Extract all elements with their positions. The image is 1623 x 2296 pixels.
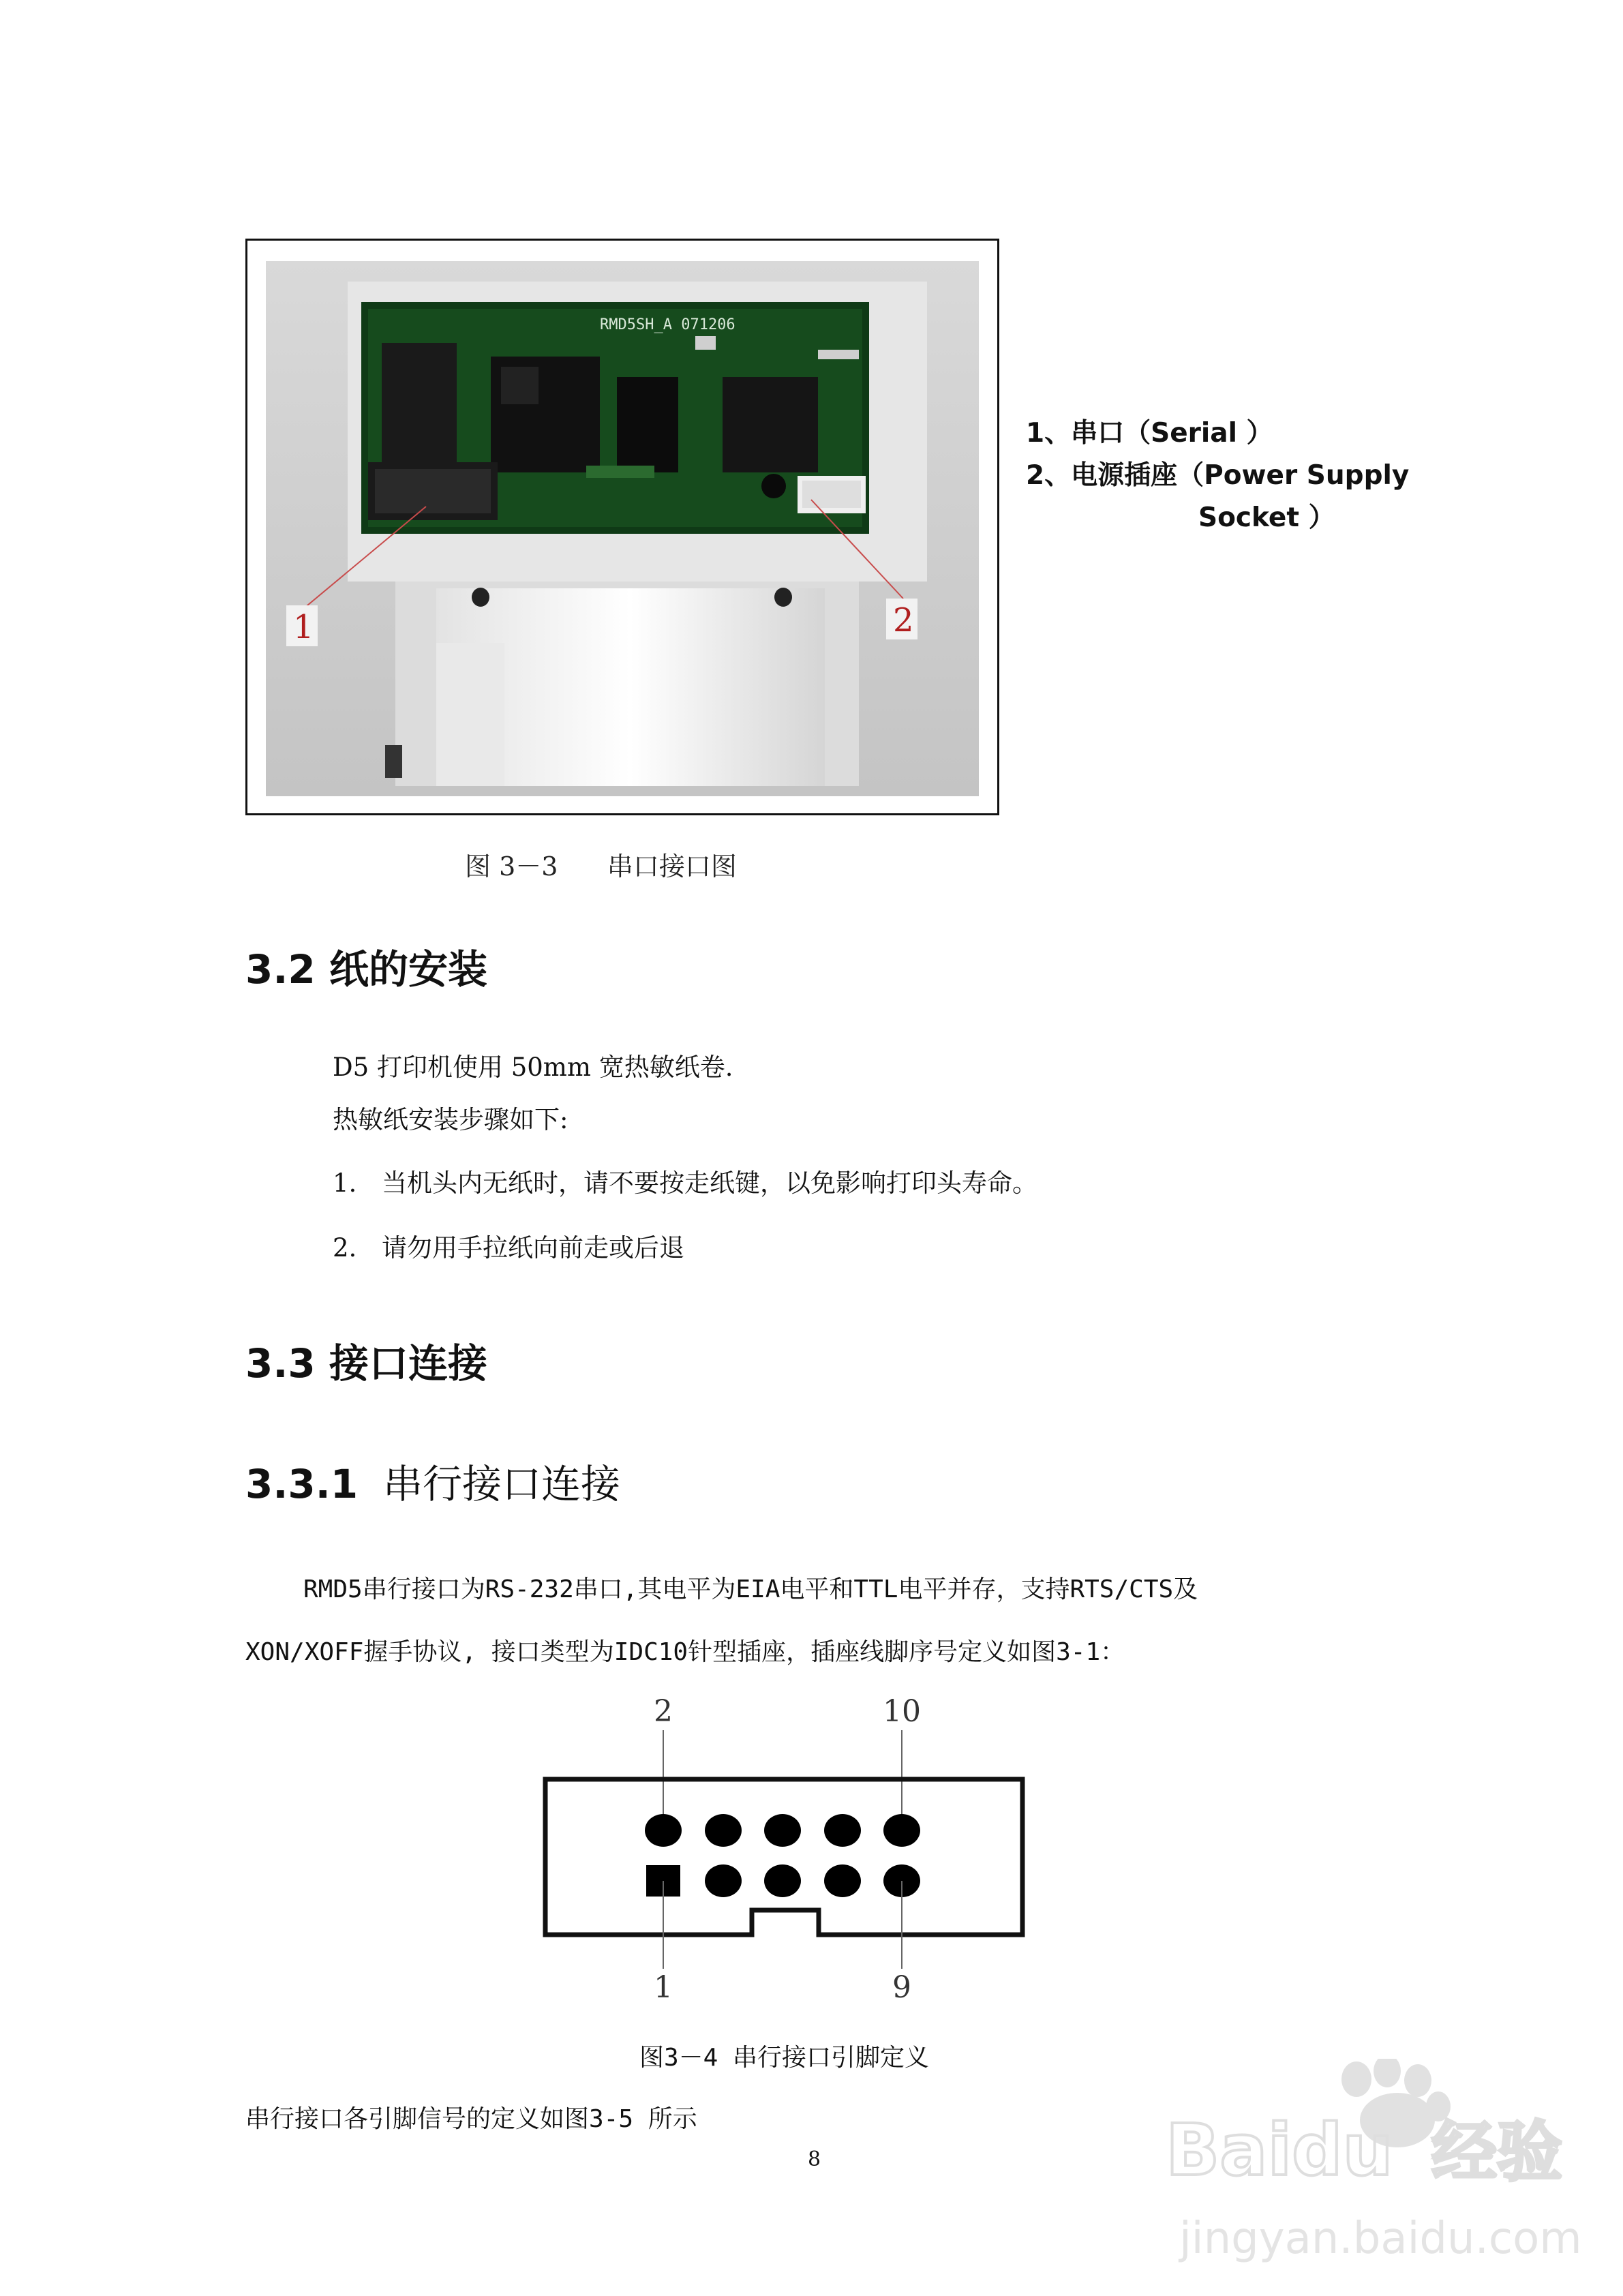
- list-item: [333, 1162, 1037, 1199]
- serial-intro-line-2: XON/XOFF握手协议, 接口类型为IDC10针型插座，插座线脚序号定义如图3-1：: [245, 1638, 1125, 1666]
- photo-marker-2: 2: [893, 601, 914, 639]
- printer-board-photo: [266, 261, 979, 796]
- figure-3-3-caption: 图 3－3 串口接口图: [465, 851, 737, 881]
- section-heading-3-3: 3.3 接口连接: [245, 1340, 487, 1387]
- connector-housing: [545, 1779, 1022, 1935]
- page-number: 8: [808, 2147, 821, 2171]
- section-heading-3-3-1: [245, 1452, 620, 1509]
- install-steps-intro: 热敏纸安装步骤如下:: [333, 1105, 568, 1134]
- list-text: 请勿用手拉纸向前走或后退: [382, 1233, 684, 1263]
- pin-label-bottom-right: 9: [892, 1970, 911, 2004]
- heading-number: 3.3.1: [245, 1461, 359, 1507]
- photo-marker-1: 1: [293, 608, 314, 646]
- paper-roll-spec: D5 打印机使用 50mm 宽热敏纸卷.: [333, 1053, 733, 1082]
- figure-3-4-caption: 图3－4 串行接口引脚定义: [639, 2044, 930, 2072]
- pin-label-top-right: 10: [883, 1694, 921, 1729]
- serial-intro-line-1: RMD5串行接口为RS-232串口,其电平为EIA电平和TTL电平并存，支持RTS/CTS及: [303, 1575, 1198, 1603]
- pin-label-top-left: 2: [654, 1694, 673, 1729]
- list-number: 1.: [333, 1168, 357, 1198]
- connector-pins: [645, 1814, 920, 1897]
- baidu-jingyan-watermark: [1152, 2059, 1602, 2284]
- list-number: 2.: [333, 1233, 357, 1263]
- section-heading-3-2: 3.2 纸的安装: [245, 946, 487, 993]
- list-item: [333, 1227, 684, 1264]
- pin-definition-note: 串行接口各引脚信号的定义如图3-5 所示: [245, 2105, 697, 2133]
- pcb-silkscreen: RMD5SH_A 071206: [600, 316, 735, 333]
- watermark-brand: Baidu: [1166, 2109, 1393, 2192]
- idc10-connector-diagram: [518, 1684, 1043, 2004]
- callout-power-socket-cont: Socket ）: [1198, 502, 1335, 533]
- pin-label-bottom-left: 1: [654, 1970, 673, 2004]
- list-text: 当机头内无纸时，请不要按走纸键，以免影响打印头寿命。: [382, 1168, 1037, 1198]
- callout-power-socket: 2、电源插座（Power Supply: [1026, 460, 1410, 491]
- watermark-brand-cn: 经验: [1431, 2114, 1562, 2190]
- heading-text: 串行接口连接: [383, 1461, 621, 1507]
- callout-serial: 1、串口（Serial ）: [1026, 418, 1273, 449]
- watermark-url: jingyan.baidu.com: [1179, 2214, 1582, 2264]
